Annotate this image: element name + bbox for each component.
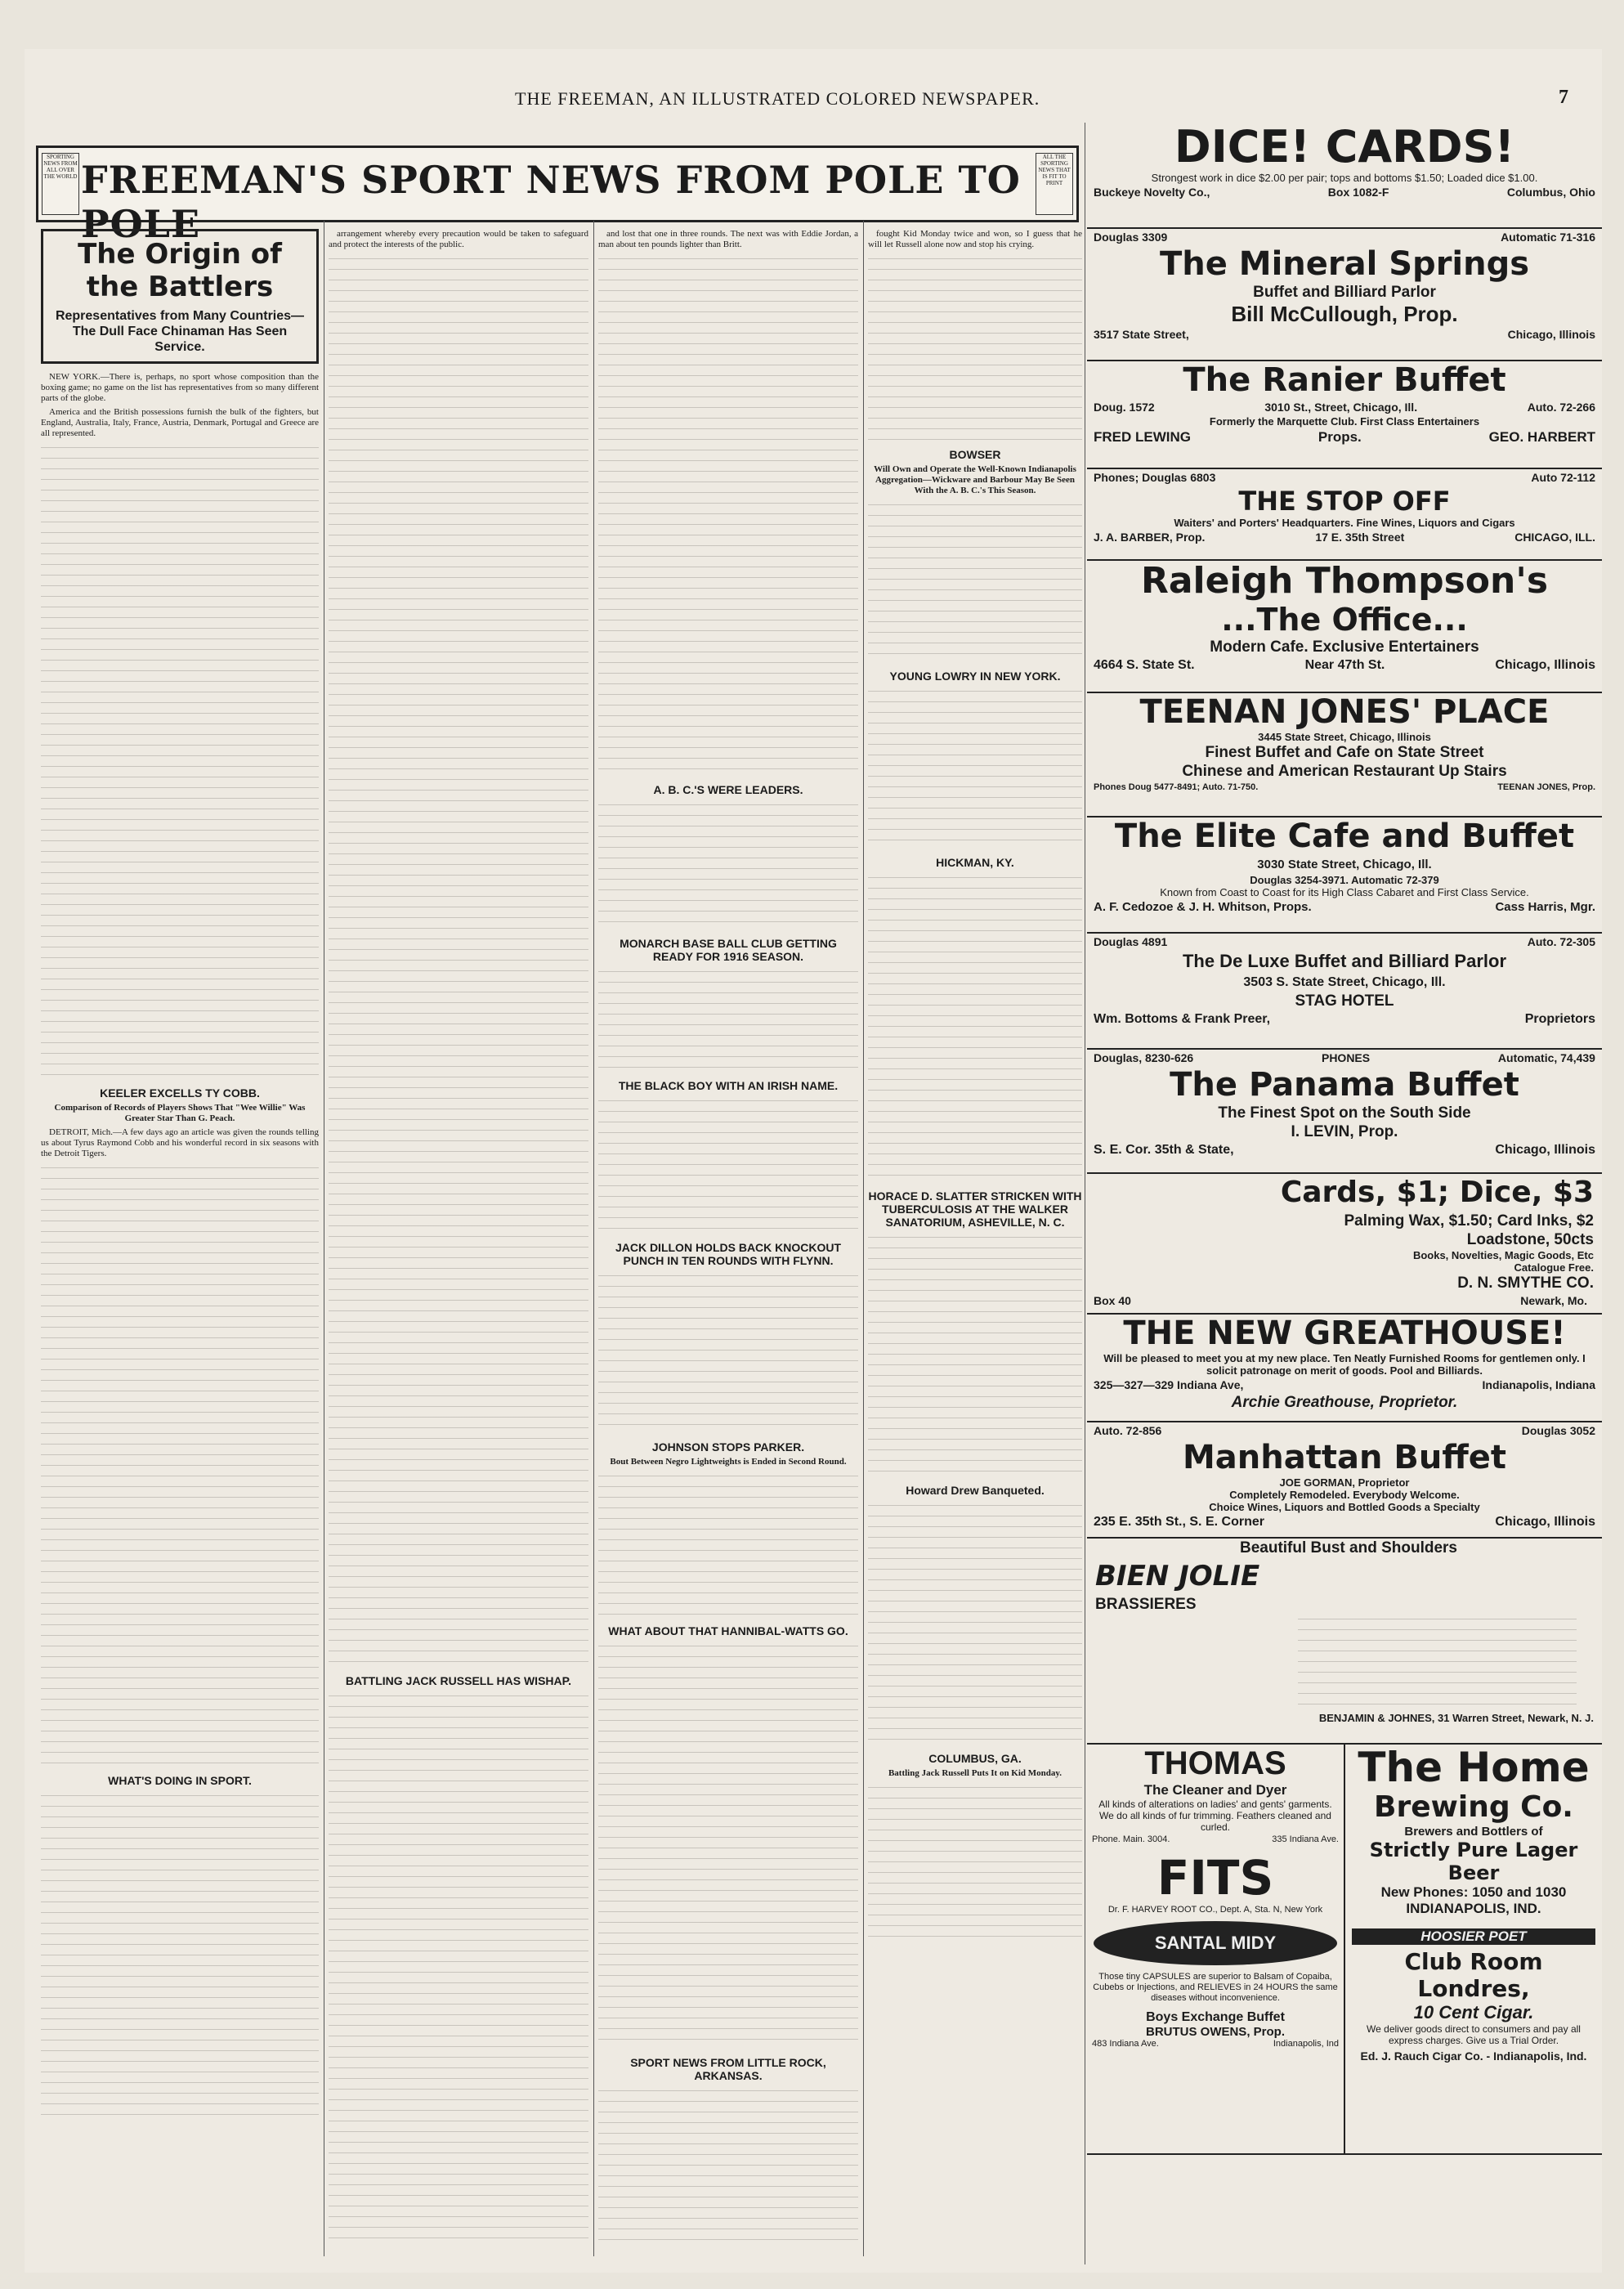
ad-phone: Phone. Main. 3004. — [1092, 1834, 1170, 1844]
ad-street: 17 E. 35th Street — [1315, 531, 1405, 544]
article-headline: BATTLING JACK RUSSELL HAS WISHAP. — [345, 1674, 572, 1687]
article-text — [598, 800, 858, 930]
column-rule — [593, 221, 594, 2256]
ad-box: Box 40 — [1094, 1294, 1131, 1307]
article-headline: YOUNG LOWRY IN NEW YORK. — [889, 670, 1061, 683]
article-text — [868, 1500, 1082, 1745]
ad-city: Columbus, Ohio — [1506, 186, 1595, 199]
ad-title: The Ranier Buffet — [1183, 361, 1506, 399]
ad-phone: Phones Doug 5477-8491; Auto. 71-750. — [1094, 782, 1259, 792]
ad-company: Buckeye Novelty Co., — [1094, 186, 1210, 199]
ad-text: Finest Buffet and Cafe on State Street — [1205, 744, 1484, 761]
advertisement-column — [1087, 123, 1602, 2264]
ad-brand: BIEN JOLIE — [1095, 1560, 1260, 1592]
ad-phone: Automatic, 74,439 — [1497, 1051, 1595, 1064]
paper-title: THE FREEMAN, AN ILLUSTRATED COLORED NEWSPAPER. — [515, 88, 1040, 109]
ad-street: S. E. Cor. 35th & State, — [1094, 1143, 1234, 1157]
ad-left-stack — [1087, 1745, 1345, 2153]
article-paragraph: NEW YORK.—There is, perhaps, no sport whose composition than the boxing game; no game on the list has representatives from so many different parts of the globe. — [41, 372, 319, 403]
ad-phone: Automatic 71-316 — [1501, 231, 1595, 244]
ad-address — [1087, 326, 1602, 343]
ad-phone: Auto. 72-266 — [1527, 401, 1595, 414]
ad-city: Newark, Mo. — [1520, 1294, 1587, 1307]
column-3 — [598, 229, 858, 2248]
ad-text: Palming Wax, $1.50; Card Inks, $2 — [1344, 1212, 1594, 1230]
article-subhead: Bout Between Negro Lightweights is Ended in Second Round. — [610, 1457, 847, 1467]
article-subhead: Comparison of Records of Players Shows That "Wee Willie" Was Greater Star Than G. Peach. — [54, 1103, 306, 1123]
ad-manhattan-buffet — [1087, 1422, 1602, 1539]
article-headline: KEELER EXCELLS TY COBB. — [100, 1086, 260, 1100]
ad-title: The Elite Cafe and Buffet — [1114, 818, 1575, 855]
ad-city: Indianapolis, Ind — [1273, 2039, 1339, 2049]
ad-right-stack — [1345, 1745, 1602, 2153]
ad-street: 3445 State Street, Chicago, Illinois — [1258, 731, 1431, 743]
ad-props — [1087, 428, 1602, 447]
article-paragraph: fought Kid Monday twice and won, so I guess that he will let Russell alone now and stop his crying. — [868, 229, 1082, 249]
masthead-right-badge: ALL THE SPORTING NEWS THAT IS FIT TO PRINT — [1036, 153, 1073, 215]
ad-title: Manhattan Buffet — [1183, 1439, 1506, 1476]
ad-santal-text: Those tiny CAPSULES are superior to Balsam of Copaiba, Cubebs or Injections, and RELIEVES in 24 HOURS the same diseases without inconvenience. — [1093, 1972, 1338, 2003]
ad-phones — [1087, 229, 1602, 245]
ad-phone: Douglas, 8230-626 — [1094, 1051, 1194, 1064]
ad-company: D. N. SMYTHE CO. — [1457, 1274, 1594, 1292]
ad-subtitle: Buffet and Billiard Parlor — [1253, 284, 1436, 301]
ad-title: DICE! CARDS! — [1174, 123, 1515, 172]
ad-city: Chicago, Illinois — [1495, 1143, 1595, 1157]
article-text — [598, 1095, 858, 1234]
ad-title-2: ...The Office... — [1221, 602, 1468, 638]
article-headline: JACK DILLON HOLDS BACK KNOCKOUT PUNCH IN TEN ROUNDS WITH FLYNN. — [615, 1241, 842, 1267]
ad-hoosier-banner: HOOSIER POET — [1352, 1928, 1595, 1945]
column-rule — [863, 221, 864, 2256]
ad-address — [1087, 1292, 1594, 1309]
ad-phone: Auto 72-112 — [1531, 471, 1595, 484]
ad-hoosier-company: Ed. J. Rauch Cigar Co. - Indianapolis, Ind. — [1360, 2049, 1587, 2063]
article-subhead: Will Own and Operate the Well-Known Indianapolis Aggregation—Wickware and Barbour May Be Seen With the A. B. C.'s This Season. — [874, 464, 1076, 495]
ad-phone: Auto. 72-305 — [1527, 935, 1595, 948]
article-headline: BOWSER — [949, 448, 1001, 461]
ad-thomas-title: THOMAS — [1144, 1745, 1286, 1781]
ad-bien-jolie — [1087, 1539, 1602, 1745]
article-paragraph: and lost that one in three rounds. The next was with Eddie Jordan, a man about ten pounds lighter than Britt. — [598, 229, 858, 249]
ad-teenan-jones — [1087, 693, 1602, 818]
ad-phones — [1087, 934, 1602, 950]
column-4 — [868, 229, 1082, 2248]
ad-thomas-text: All kinds of alterations on ladies' and gents' garments. We do all kinds of fur trimming. Feathers cleaned and curled. — [1098, 1798, 1332, 1833]
ad-street: 325—327—329 Indiana Ave, — [1094, 1378, 1244, 1391]
ad-phone: Auto. 72-856 — [1094, 1424, 1162, 1437]
ad-subtitle: STAG HOTEL — [1295, 992, 1394, 1010]
ad-city: Chicago, Illinois — [1507, 328, 1595, 341]
ad-text: Formerly the Marquette Club. First Class Entertainers — [1209, 415, 1480, 428]
ad-title: THE STOP OFF — [1238, 486, 1451, 517]
ad-city: Chicago, Illinois — [1495, 1515, 1595, 1529]
ad-deluxe-buffet — [1087, 934, 1602, 1050]
ad-props-label: Proprietors — [1524, 1012, 1595, 1026]
ad-text — [1298, 1614, 1577, 1712]
column-2 — [329, 229, 588, 2248]
ad-text: Chinese and American Restaurant Up Stairs — [1182, 763, 1507, 780]
ad-ranier-buffet — [1087, 361, 1602, 469]
ad-boys-footer — [1087, 2039, 1344, 2049]
ad-phone: Doug. 1572 — [1094, 401, 1155, 414]
article-headline: SPORT NEWS FROM LITTLE ROCK, ARKANSAS. — [630, 2056, 826, 2082]
ad-owner: Bill McCullough, Prop. — [1231, 302, 1458, 326]
lead-deck: Representatives from Many Countries—The Dull Face Chinaman Has Seen Service. — [55, 309, 305, 354]
ad-text: Catalogue Free. — [1514, 1261, 1594, 1274]
ad-home-beer: Strictly Pure Lager Beer — [1369, 1839, 1578, 1884]
ad-city: Indianapolis, Indiana — [1482, 1378, 1595, 1391]
ad-phone: Douglas 3052 — [1521, 1424, 1595, 1437]
article-text — [598, 1641, 858, 2049]
article-text — [868, 253, 1082, 441]
ad-thomas-sub: The Cleaner and Dyer — [1143, 1782, 1287, 1798]
ad-street: 4664 S. State St. — [1094, 658, 1195, 672]
article-paragraph: America and the British possessions furnish the bulk of the fighters, but England, Australia, Italy, France, Austria, Denmark, Portugal and Greece are all represented. — [41, 407, 319, 438]
ad-home-city: INDIANAPOLIS, IND. — [1406, 1901, 1541, 1916]
article-subhead: Battling Jack Russell Puts It on Kid Monday. — [888, 1768, 1063, 1778]
ad-boys-owner: BRUTUS OWENS, Prop. — [1145, 2025, 1285, 2039]
ad-owner: J. A. BARBER, Prop. — [1094, 531, 1206, 544]
article-headline: COLUMBUS, GA. — [928, 1752, 1022, 1765]
ad-owner: Wm. Bottoms & Frank Preer, — [1094, 1012, 1271, 1026]
ad-title: The De Luxe Buffet and Billiard Parlor — [1182, 951, 1507, 971]
ad-text: Strongest work in dice $2.00 per pair; tops and bottoms $1.50; Loaded dice $1.00. — [1151, 172, 1538, 184]
ad-hoosier-text: We deliver goods direct to consumers and pay all express charges. Give us a Trial Order. — [1367, 2023, 1581, 2046]
ad-props — [1087, 898, 1602, 916]
ad-manager: Cass Harris, Mgr. — [1495, 900, 1595, 914]
ad-panama-buffet — [1087, 1050, 1602, 1174]
ad-title: Cards, $1; Dice, $3 — [1280, 1176, 1594, 1209]
ad-phones-label: PHONES — [1321, 1051, 1371, 1064]
ad-owner: GEO. HARBERT — [1488, 429, 1595, 445]
article-text — [329, 253, 588, 1668]
running-head — [25, 82, 1577, 114]
ad-new-greathouse — [1087, 1315, 1602, 1422]
ad-street: 3503 S. State Street, Chicago, Ill. — [1243, 975, 1446, 989]
ad-thomas-footer — [1087, 1833, 1344, 1846]
ad-address — [1087, 1141, 1602, 1159]
ad-phone: Douglas 3254-3971. Automatic 72-379 — [1250, 874, 1439, 886]
ad-home-sub: Brewers and Bottlers of — [1404, 1825, 1543, 1839]
article-paragraph: arrangement whereby every precaution would be taken to safeguard and protect the interests of the public. — [329, 229, 588, 249]
article-text — [598, 1270, 858, 1434]
ad-company: BENJAMIN & JOHNES, 31 Warren Street, Newark, N. J. — [1318, 1712, 1594, 1724]
article-headline: Howard Drew Banqueted. — [906, 1484, 1045, 1497]
article-text — [41, 442, 319, 1080]
column-1 — [41, 229, 319, 2248]
ad-boys-title: Boys Exchange Buffet — [1146, 2010, 1285, 2024]
article-text — [868, 872, 1082, 1183]
ad-near: Near 47th St. — [1304, 658, 1385, 672]
article-headline: HICKMAN, KY. — [936, 856, 1014, 869]
article-headline: WHAT'S DOING IN SPORT. — [108, 1774, 252, 1787]
article-text — [868, 1232, 1082, 1477]
ad-street: 483 Indiana Ave. — [1092, 2039, 1159, 2049]
article-text — [868, 686, 1082, 849]
masthead-left-badge: SPORTING NEWS FROM ALL OVER THE WORLD — [42, 153, 79, 215]
ad-city: CHICAGO, ILL. — [1514, 531, 1595, 544]
article-text — [329, 1691, 588, 2248]
lead-title: The Origin of the Battlers — [78, 238, 282, 303]
ad-hoosier-price: 10 Cent Cigar. — [1413, 2002, 1534, 2022]
ad-title: The Panama Buffet — [1170, 1066, 1519, 1104]
ad-text: Will be pleased to meet you at my new place. Ten Neatly Furnished Rooms for gentlemen only. I solicit patronage on merit of goods. Pool and Billiards. — [1103, 1352, 1586, 1377]
ad-raleigh-thompson — [1087, 561, 1602, 693]
ad-footer — [1087, 781, 1602, 794]
ad-santal-title: SANTAL MIDY — [1094, 1921, 1337, 1965]
ad-text: Books, Novelties, Magic Goods, Etc — [1412, 1249, 1594, 1261]
ad-mineral-springs — [1087, 229, 1602, 361]
ad-brand-2: BRASSIERES — [1095, 1596, 1197, 1613]
ad-owner: A. F. Cedozoe & J. H. Whitson, Props. — [1094, 900, 1312, 914]
ad-street: 235 E. 35th St., S. E. Corner — [1094, 1515, 1264, 1529]
lead-headline-box — [41, 229, 319, 364]
ad-address — [1087, 1513, 1602, 1531]
article-text — [598, 1471, 858, 1618]
article-headline: THE BLACK BOY WITH AN IRISH NAME. — [618, 1079, 839, 1092]
article-headline: HORACE D. SLATTER STRICKEN WITH TUBERCULOSIS AT THE WALKER SANATORIUM, ASHEVILLE, N. C. — [868, 1189, 1082, 1229]
ad-fits-text: Dr. F. HARVEY ROOT CO., Dept. A, Sta. N, New York — [1107, 1905, 1323, 1915]
page-number: 7 — [1559, 87, 1569, 108]
ad-box: Box 1082-F — [1327, 186, 1389, 199]
article-text — [41, 1162, 319, 1767]
ad-address — [1087, 656, 1602, 674]
ad-owner: FRED LEWING — [1094, 429, 1191, 445]
ad-stop-off — [1087, 469, 1602, 561]
ad-phone: Douglas 3309 — [1094, 231, 1168, 244]
ad-street: 3517 State Street, — [1094, 328, 1189, 341]
ad-city: Chicago, Illinois — [1495, 658, 1595, 672]
ad-phone: Phones; Douglas 6803 — [1094, 471, 1216, 484]
ad-props-label: Props. — [1318, 429, 1362, 445]
ad-text: Waiters' and Porters' Headquarters. Fine Wines, Liquors and Cigars — [1174, 517, 1515, 529]
article-paragraph: DETROIT, Mich.—A few days ago an article was given the rounds telling us about Tyrus Raymond Cobb and his wonderful record in six seasons with the Detroit Tigers. — [41, 1127, 319, 1158]
ad-smythe-cards — [1087, 1174, 1602, 1315]
article-text — [598, 253, 858, 777]
ad-subtitle: Modern Cafe. Exclusive Entertainers — [1210, 638, 1479, 656]
ad-text: Known from Coast to Coast for its High Class Cabaret and First Class Service. — [1160, 886, 1529, 898]
ad-text: Choice Wines, Liquors and Bottled Goods a Specialty — [1209, 1501, 1480, 1513]
ad-street: 335 Indiana Ave. — [1272, 1834, 1339, 1844]
article-headline: JOHNSON STOPS PARKER. — [651, 1440, 805, 1454]
ad-title: Beautiful Bust and Shoulders — [1239, 1539, 1458, 1557]
ad-street: 3010 St., Street, Chicago, Ill. — [1264, 401, 1418, 414]
article-headline: WHAT ABOUT THAT HANNIBAL-WATTS GO. — [608, 1624, 848, 1637]
ad-owner: JOE GORMAN, Proprietor — [1279, 1476, 1410, 1489]
article-headline: MONARCH BASE BALL CLUB GETTING READY FOR 1916 SEASON. — [620, 937, 837, 963]
ad-address — [1087, 1377, 1602, 1393]
ad-title: THE NEW GREATHOUSE! — [1123, 1315, 1566, 1352]
article-text — [868, 499, 1082, 663]
ad-title: The Mineral Springs — [1159, 245, 1530, 283]
article-text — [868, 1782, 1082, 1946]
ad-title: TEENAN JONES' PLACE — [1139, 693, 1550, 731]
ad-owner: TEENAN JONES, Prop. — [1497, 782, 1595, 792]
ad-title: Raleigh Thompson's — [1140, 561, 1549, 602]
article-text — [598, 2085, 858, 2248]
ad-phones — [1087, 469, 1602, 486]
ad-fits-title: FITS — [1156, 1850, 1274, 1906]
ad-text: Completely Remodeled. Everybody Welcome. — [1229, 1489, 1460, 1501]
ad-footer — [1087, 184, 1602, 200]
ad-street: 3030 State Street, Chicago, Ill. — [1257, 858, 1432, 871]
ad-owner: Archie Greathouse, Proprietor. — [1231, 1394, 1458, 1411]
ad-owner: I. LEVIN, Prop. — [1291, 1123, 1398, 1140]
ad-split-bottom — [1087, 1745, 1602, 2155]
ad-footer — [1087, 529, 1602, 545]
ad-phones — [1087, 1422, 1602, 1439]
article-text — [41, 1790, 319, 2117]
ad-home-title-2: Brewing Co. — [1374, 1790, 1573, 1824]
article-headline: A. B. C.'S WERE LEADERS. — [653, 783, 803, 796]
ad-elite-cafe — [1087, 818, 1602, 934]
article-text — [598, 966, 858, 1073]
ad-home-phones: New Phones: 1050 and 1030 — [1380, 1884, 1567, 1900]
ad-hoosier-title: Club Room Londres, — [1404, 1948, 1543, 2002]
masthead-title: FREEMAN'S SPORT NEWS FROM POLE TO POLE — [81, 158, 1021, 246]
ad-phone: Douglas 4891 — [1094, 935, 1168, 948]
ad-text: Loadstone, 50cts — [1466, 1231, 1594, 1248]
ad-dice-cards — [1087, 123, 1602, 229]
ad-subtitle: The Finest Spot on the South Side — [1218, 1104, 1471, 1122]
ad-props — [1087, 1010, 1602, 1028]
ad-phones — [1087, 1050, 1602, 1066]
ad-phones — [1087, 399, 1602, 415]
ad-home-title: The Home — [1358, 1744, 1590, 1791]
